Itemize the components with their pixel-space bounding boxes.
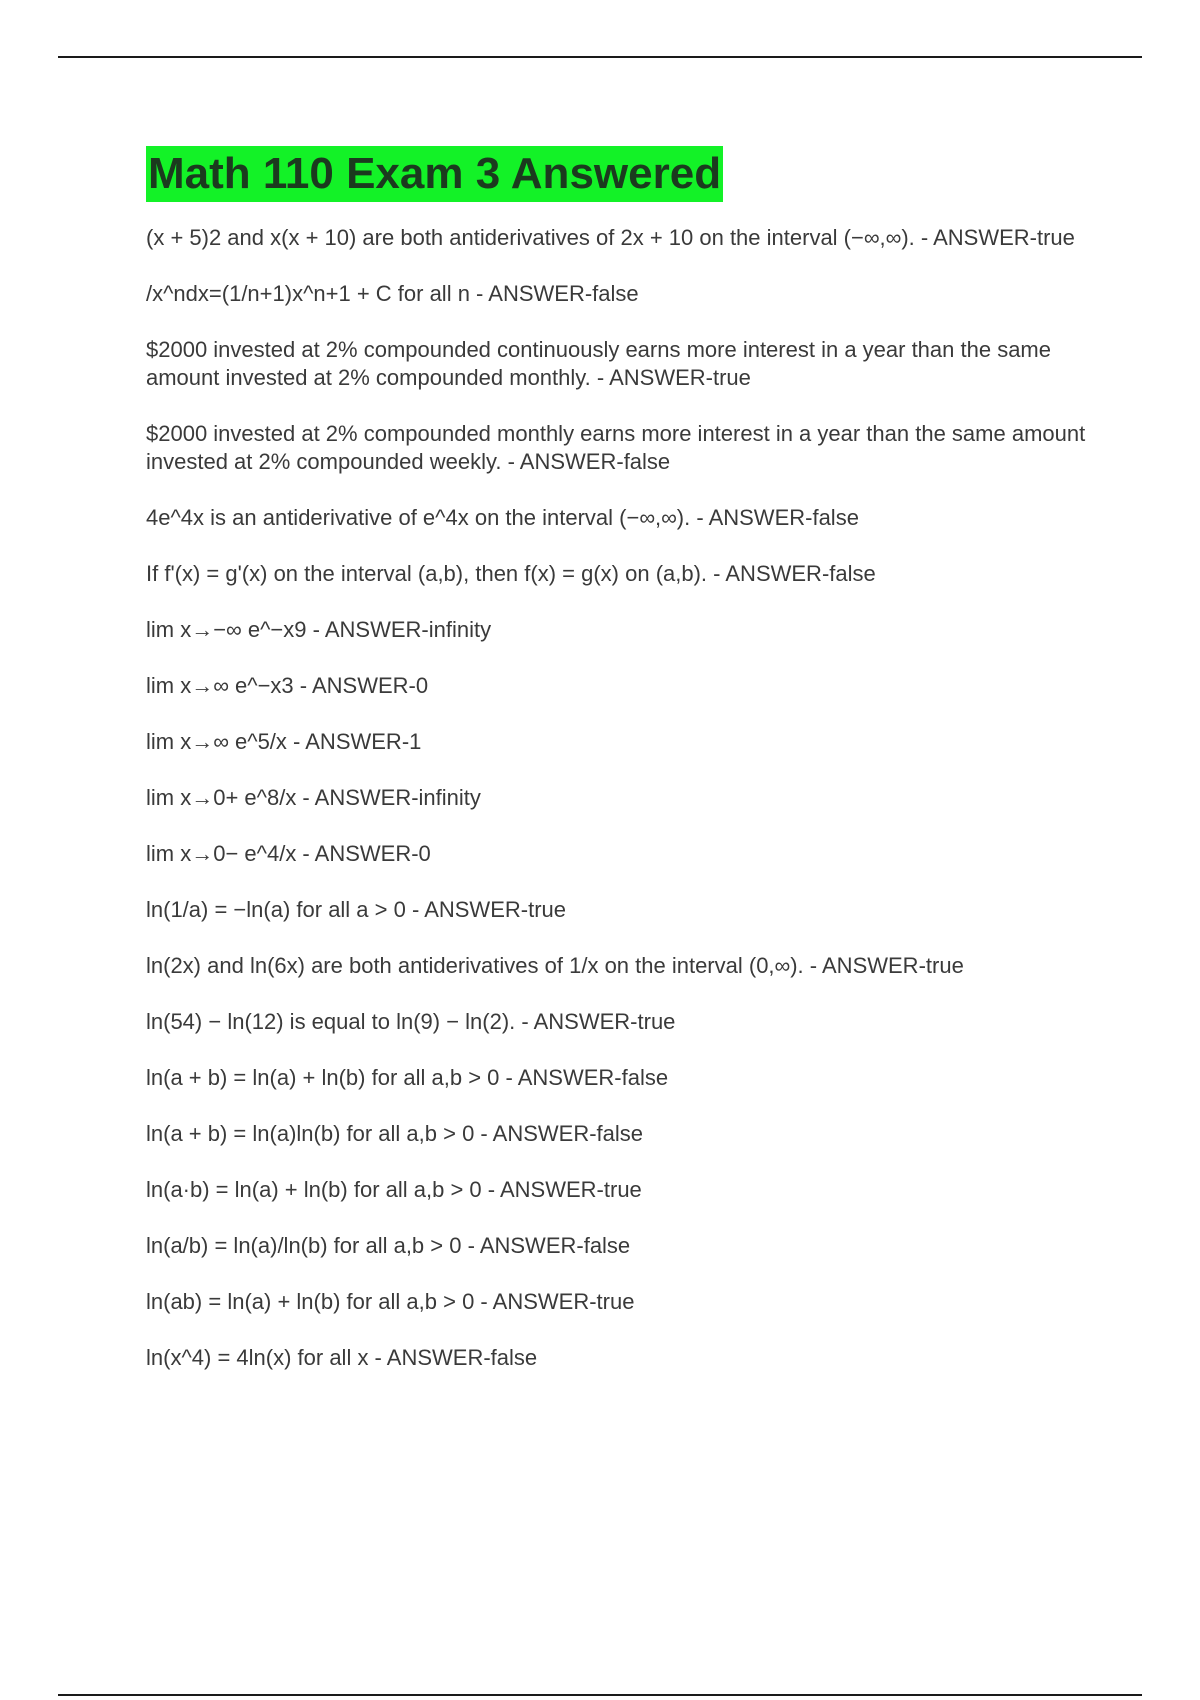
qa-item: $2000 invested at 2% compounded continuously earns more interest in a year than the same amount invested at 2% compounded monthly. - ANSWER-true: [146, 337, 1051, 390]
qa-item: lim x→∞ e^5/x - ANSWER-1: [146, 729, 422, 754]
qa-item: ln(ab) = ln(a) + ln(b) for all a,b > 0 - ANSWER-true: [146, 1289, 635, 1314]
qa-list: [146, 224, 1086, 1372]
qa-item: ln(1/a) = −ln(a) for all a > 0 - ANSWER-true: [146, 897, 566, 922]
qa-item: ln(a/b) = ln(a)/ln(b) for all a,b > 0 - ANSWER-false: [146, 1233, 631, 1258]
qa-item: ln(54) − ln(12) is equal to ln(9) − ln(2). - ANSWER-true: [146, 1009, 676, 1034]
qa-item: lim x→−∞ e^−x9 - ANSWER-infinity: [146, 617, 492, 642]
header-rule: [58, 56, 1142, 58]
qa-item: ln(x^4) = 4ln(x) for all x - ANSWER-false: [146, 1345, 538, 1370]
title-highlight: [146, 146, 723, 202]
document-body: [146, 146, 1086, 1400]
qa-item: ln(2x) and ln(6x) are both antiderivatives of 1/x on the interval (0,∞). - ANSWER-true: [146, 953, 964, 978]
qa-item: lim x→0− e^4/x - ANSWER-0: [146, 841, 431, 866]
qa-item: If f'(x) = g'(x) on the interval (a,b), then f(x) = g(x) on (a,b). - ANSWER-false: [146, 561, 876, 586]
qa-item: ln(a·b) = ln(a) + ln(b) for all a,b > 0 - ANSWER-true: [146, 1177, 642, 1202]
qa-item: /x^ndx=(1/n+1)x^n+1 + C for all n - ANSWER-false: [146, 281, 639, 306]
qa-item: 4e^4x is an antiderivative of e^4x on the interval (−∞,∞). - ANSWER-false: [146, 505, 859, 530]
qa-item: lim x→0+ e^8/x - ANSWER-infinity: [146, 785, 481, 810]
qa-item: (x + 5)2 and x(x + 10) are both antiderivatives of 2x + 10 on the interval (−∞,∞). - ANSWER-true: [146, 225, 1075, 250]
qa-item: lim x→∞ e^−x3 - ANSWER-0: [146, 673, 429, 698]
qa-item: ln(a + b) = ln(a)ln(b) for all a,b > 0 - ANSWER-false: [146, 1121, 644, 1146]
footer-rule: [58, 1694, 1142, 1696]
document-title: Math 110 Exam 3 Answered: [148, 149, 722, 198]
qa-item: $2000 invested at 2% compounded monthly earns more interest in a year than the same amount invested at 2% compounded weekly. - ANSWER-false: [146, 421, 1086, 474]
qa-item: ln(a + b) = ln(a) + ln(b) for all a,b > 0 - ANSWER-false: [146, 1065, 669, 1090]
